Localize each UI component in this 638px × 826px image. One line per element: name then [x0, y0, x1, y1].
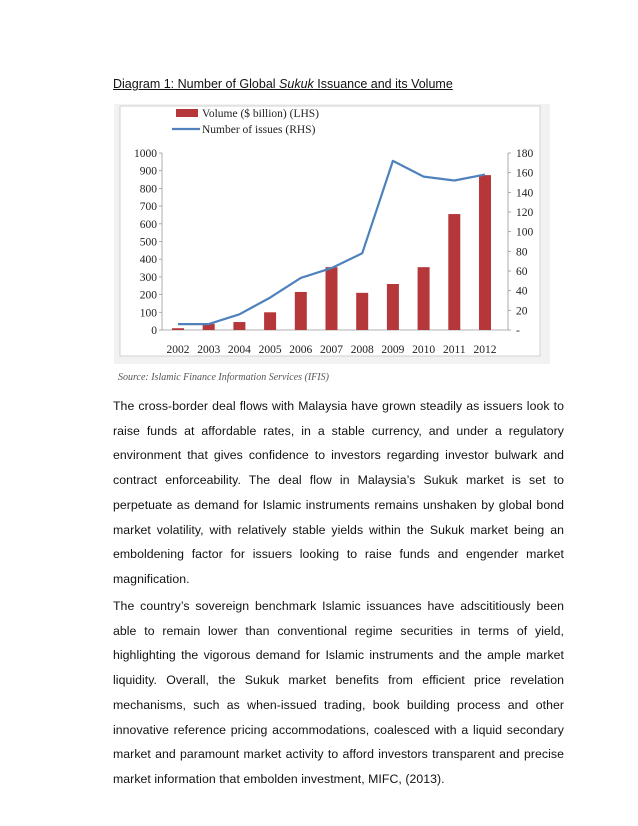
volume-bar-2005 [264, 312, 276, 330]
caption-emphasis: Sukuk [279, 77, 314, 91]
volume-bar-2011 [448, 214, 460, 330]
x-axis-tick-label: 2010 [412, 344, 436, 356]
left-axis-tick-label: 500 [139, 236, 157, 249]
figure-caption [113, 76, 453, 92]
volume-bar-2012 [479, 175, 491, 330]
volume-bar-2009 [387, 284, 399, 330]
volume-bar-2002 [172, 328, 184, 330]
sukuk-chart [114, 104, 550, 384]
volume-bar-2008 [356, 293, 368, 330]
volume-bar-2006 [295, 292, 307, 330]
volume-bar-2010 [418, 267, 430, 330]
paragraph-2: The country’s sovereign benchmark Islamic issuances have adscititiously been able to remain lower than conventional regime securities in terms of yield, highlighting the vigorous demand for Islamic instruments and the ample market liquidity. Overall, the Sukuk market benefits from efficient price revelation mechanisms, such as when-issued trading, book building process and other innovative reference pricing accommodations, coalesced with a liquid secondary market and paramount market activity to afford investors transparent and precise market information that embolden investment, MIFC, (2013). [113, 599, 564, 786]
right-axis-tick-label: 100 [516, 226, 534, 239]
left-axis-tick-label: 0 [151, 325, 157, 337]
right-axis-tick-label: 180 [516, 148, 534, 160]
volume-bar-2007 [326, 267, 338, 330]
left-axis-tick-label: 800 [139, 183, 157, 196]
x-axis-tick-label: 2008 [350, 344, 374, 356]
x-axis-tick-label: 2003 [197, 344, 221, 356]
left-axis-tick-label: 300 [139, 271, 157, 284]
x-axis-ticks [167, 344, 497, 356]
left-axis-tick-label: 100 [139, 307, 157, 320]
caption-prefix: Diagram 1: Number of Global [113, 77, 280, 91]
left-axis-tick-label: 1000 [134, 148, 157, 160]
chart-source: Source: Islamic Finance Information Services (IFIS) [118, 372, 329, 383]
right-axis-tick-label: 20 [516, 305, 528, 318]
left-axis-tick-label: 900 [139, 165, 157, 178]
right-axis-tick-label: 160 [516, 167, 534, 180]
x-axis-tick-label: 2012 [473, 344, 497, 356]
right-axis-tick-label: 60 [516, 266, 528, 278]
left-axis-tick-label: 400 [139, 254, 157, 267]
right-axis-tick-label: 140 [516, 187, 534, 200]
right-axis-tick-label: 40 [516, 285, 528, 298]
right-axis-tick-label: 120 [516, 207, 534, 219]
right-axis-tick-label: 80 [516, 246, 528, 259]
caption-suffix: Issuance and its Volume [313, 77, 453, 91]
left-axis-tick-label: 700 [139, 201, 157, 214]
legend-label-volume: Volume ($ billion) (LHS) [202, 108, 320, 120]
volume-bar-2004 [233, 322, 245, 330]
x-axis-tick-label: 2011 [443, 344, 466, 356]
right-axis-tick-label: - [516, 325, 520, 337]
left-axis-tick-label: 200 [139, 289, 157, 302]
left-axis-tick-label: 600 [139, 218, 157, 231]
x-axis-tick-label: 2004 [227, 344, 251, 356]
sukuk-chart-figure [114, 104, 550, 384]
legend-swatch-volume [176, 109, 198, 117]
x-axis-tick-label: 2006 [289, 344, 313, 356]
x-axis-tick-label: 2002 [166, 344, 190, 356]
paragraph-1: The cross-border deal flows with Malaysia have grown steadily as issuers look to raise funds at affordable rates, in a stable currency, and under a regulatory environment that gives confidence to investors regarding investor bulwark and contract enforceability. The deal flow in Malaysia’s Sukuk market is set to perpetuate as demand for Islamic instruments remains unshaken by global bond market volatility, with relatively stable yields within the Sukuk market being an emboldening factor for issuers looking to raise funds and engender market magnification. [113, 399, 564, 586]
x-axis-tick-label: 2007 [320, 344, 343, 356]
legend-label-issues: Number of issues (RHS) [202, 124, 316, 136]
x-axis-tick-label: 2009 [381, 344, 405, 356]
x-axis-tick-label: 2005 [258, 344, 282, 356]
